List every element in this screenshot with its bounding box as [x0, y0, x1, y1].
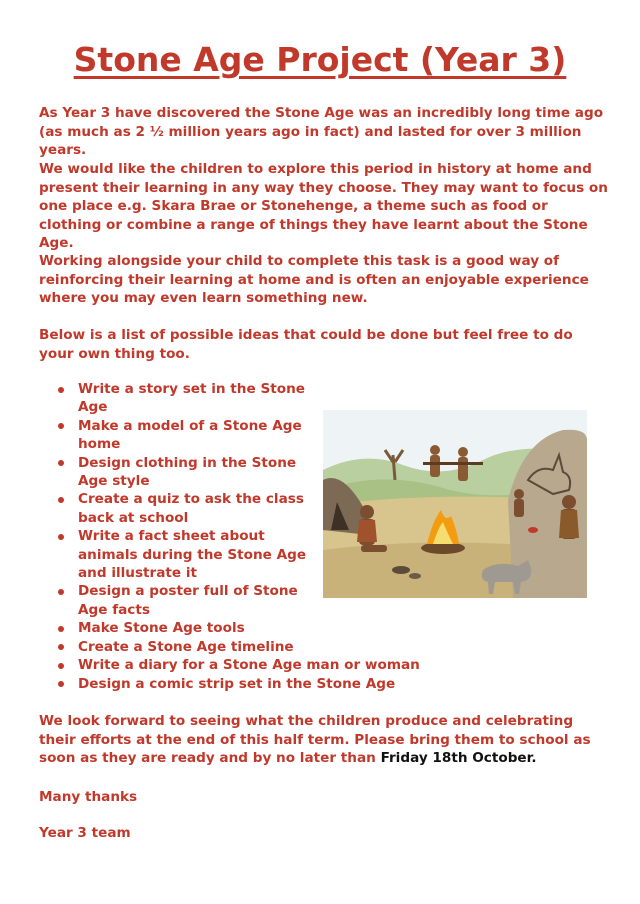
list-item: Create a quiz to ask the class back at school [52, 490, 323, 527]
intro-paragraph: As Year 3 have discovered the Stone Age was an incredibly long time ago (as much as 2 ½ million years ago in fact) and lasted for over 3 million years. [39, 105, 604, 158]
stone-age-illustration [323, 410, 587, 598]
list-item: Create a Stone Age timeline [52, 638, 420, 656]
deadline-date: Friday 18th October. [380, 750, 537, 766]
closing-paragraph [39, 712, 609, 768]
together-paragraph: Working alongside your child to complete this task is a good way of reinforcing their learning at home and is often an enjoyable experience where you may even learn something new. [39, 253, 589, 306]
list-item: Write a story set in the Stone Age [52, 380, 323, 417]
list-item: Write a fact sheet about animals during the Stone Age and illustrate it [52, 527, 323, 582]
list-item: Design a poster full of Stone Age facts [52, 582, 323, 619]
list-item: Write a diary for a Stone Age man or woman [52, 656, 420, 674]
explore-paragraph: We would like the children to explore this period in history at home and present their learning in any way they choose. They may want to focus on one place e.g. Skara Brae or Stonehenge, a theme such as food or clothing or combine a range of things they have learnt about the Stone Age. [39, 161, 608, 251]
list-item: Design clothing in the Stone Age style [52, 454, 323, 491]
list-item: Design a comic strip set in the Stone Age [52, 675, 420, 693]
thanks-text: Many thanks [39, 789, 138, 805]
ideas-intro-paragraph: Below is a list of possible ideas that could be done but feel free to do your own thing too. [39, 327, 573, 362]
list-item: Make Stone Age tools [52, 619, 420, 637]
list-item: Make a model of a Stone Age home [52, 417, 323, 454]
closing-text: We look forward to seeing what the children produce and celebrating their efforts at the end of this half term. Please bring them to school as soon as they are ready and by no later than [39, 713, 591, 766]
page-title: Stone Age Project (Year 3) [73, 40, 567, 79]
signoff-text: Year 3 team [39, 825, 131, 841]
